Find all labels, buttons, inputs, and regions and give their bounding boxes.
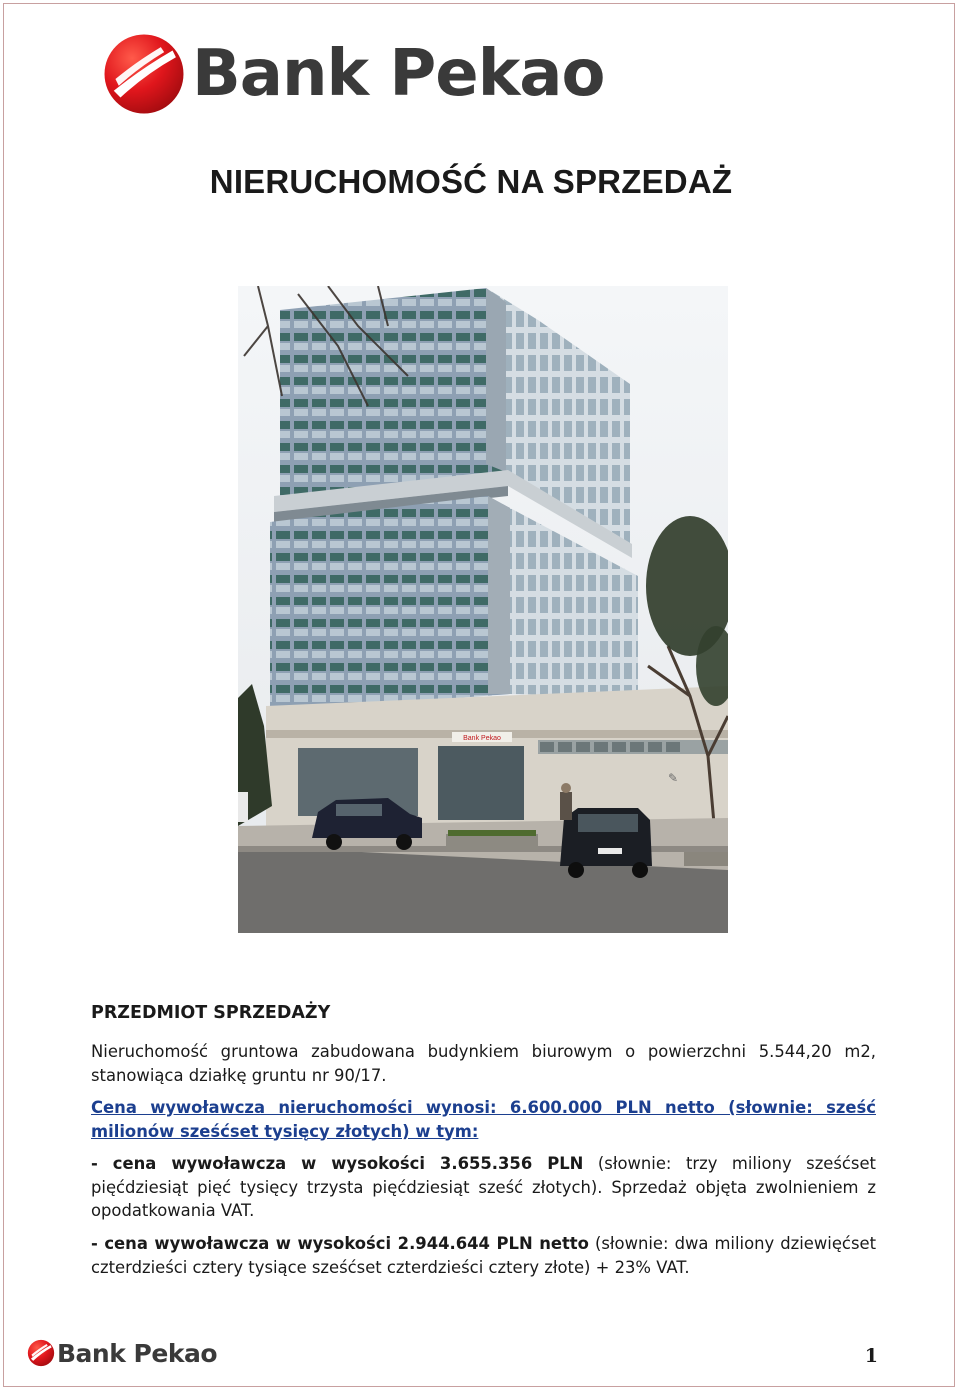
asking-price-total: Cena wywoławcza nieruchomości wynosi: 6.600.000 PLN netto (słownie: sześć milionów sześćset tysięcy złotych) w tym:: [91, 1098, 876, 1141]
price-tranche-1: [91, 1152, 876, 1223]
bank-pekao-logo-icon: [102, 32, 186, 116]
section-heading: PRZEDMIOT SPRZEDAŻY: [91, 1003, 331, 1023]
document-title: NIERUCHOMOŚĆ NA SPRZEDAŻ: [209, 163, 733, 200]
svg-text:✎: ✎: [668, 771, 679, 785]
page-number: 1: [864, 1345, 878, 1367]
property-description: Nieruchomość gruntowa zabudowana budynkiem biurowym o powierzchni 5.544,20 m2, stanowiąca działkę gruntu nr 90/17.: [91, 1042, 876, 1085]
price-tranche-1-details: (słownie: trzy miliony sześćset pięćdziesiąt pięć tysięcy trzysta pięćdziesiąt sześć złotych). Sprzedaż objęta zwolnieniem z opodatkowania VAT.: [91, 1154, 876, 1220]
bank-logo-wordmark: Bank Pekao: [192, 37, 605, 111]
bank-logo-wordmark-footer: Bank Pekao: [57, 1338, 218, 1368]
price-tranche-2-lead: - cena wywoławcza w wysokości 2.944.644 PLN netto: [91, 1234, 589, 1253]
price-tranche-2: [91, 1232, 876, 1279]
office-building-photo: [238, 286, 728, 933]
bank-pekao-logo-icon: [27, 1339, 55, 1367]
bank-logo-header: [102, 32, 604, 116]
price-tranche-1-lead: - cena wywoławcza w wysokości 3.655.356 PLN: [91, 1154, 584, 1173]
price-tranche-2-details: (słownie: dwa miliony dziewięćset czterdzieści cztery tysiące sześćset czterdzieści cztery złote) + 23% VAT.: [91, 1234, 876, 1277]
storefront-sign: Bank Pekao: [463, 735, 501, 742]
bank-logo-footer: [27, 1339, 217, 1367]
